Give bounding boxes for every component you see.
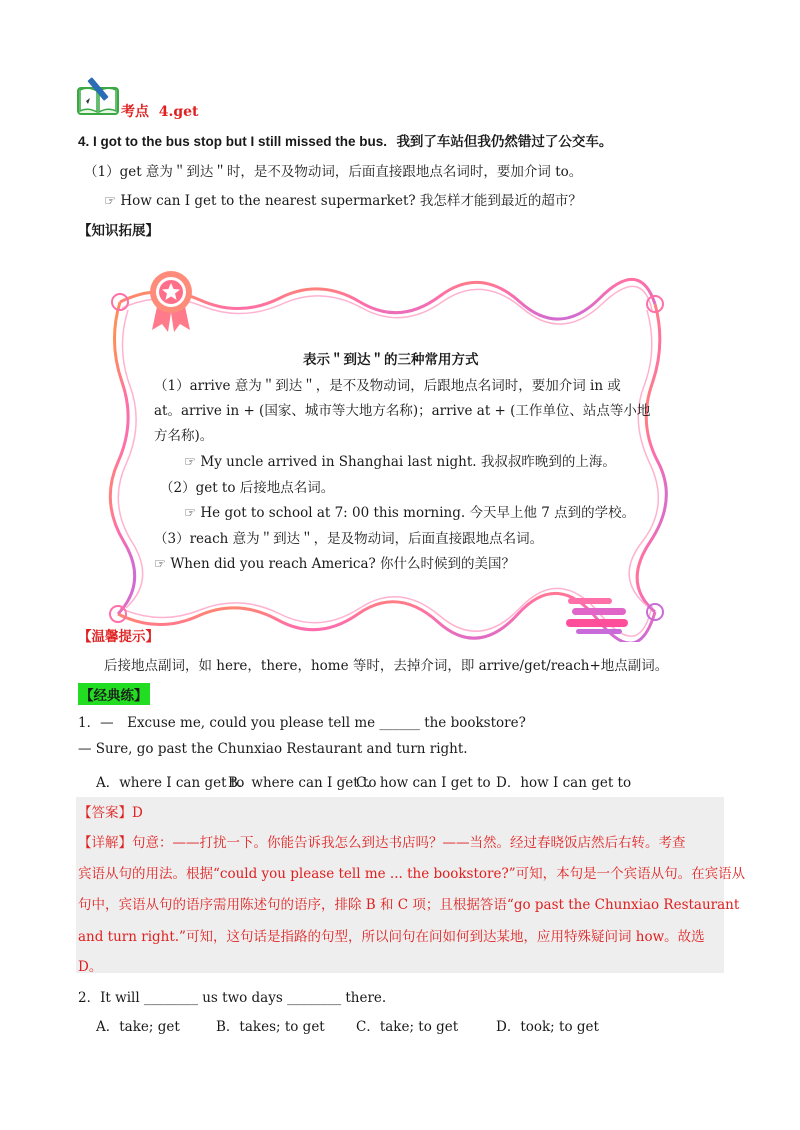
warm-tip-text: 后接地点副词，如 here，there，home 等时，去掉介词，即 arrive/get/reach+地点副词。 xyxy=(104,658,669,674)
key-sentence-zh: 我到了车站但我仍然错过了公交车。 xyxy=(396,134,613,150)
frame-line: （1）arrive 意为＂到达＂，是不及物动词，后跟地点名词时，要加介词 in 或 xyxy=(154,378,621,394)
option-a: A．where I can get to xyxy=(96,775,245,791)
option-d: D．took; to get xyxy=(496,1019,599,1035)
answer-detail-line: and turn right.”可知，这句话是指路的句型，所以问句在问如何到达某地，应用特殊疑问词 how。故选 xyxy=(78,929,705,945)
answer-detail-line: D。 xyxy=(78,959,103,975)
option-d: D．how I can get to xyxy=(496,775,632,791)
question-2-stem: 2．It will ________ us two days ________ there. xyxy=(78,990,387,1006)
stacked-bars-icon xyxy=(566,596,630,636)
answer-detail-line: 【详解】句意：——打扰一下。你能告诉我怎么到达书店吗？——当然。经过春晓饭店然后右转。考查 xyxy=(78,835,686,851)
answer-detail-line: 宾语从句的用法。根据“could you please tell me ... the bookstore?”可知，本句是一个宾语从句。在宾语从 xyxy=(78,866,746,882)
frame-example: ☞ He got to school at 7: 00 this morning. 今天早上他 7 点到的学校。 xyxy=(184,505,636,521)
frame-line: （2）get to 后接地点名词。 xyxy=(160,480,335,496)
topic-label: 考点 xyxy=(121,104,149,120)
option-b: B．where can I get to xyxy=(228,775,377,791)
warm-tip-label: 【温馨提示】 xyxy=(78,629,159,645)
frame-example: ☞ When did you reach America? 你什么时候到的美国？ xyxy=(154,556,516,572)
frame-line: 方名称)。 xyxy=(154,428,214,444)
example-sentence: ☞ How can I get to the nearest supermarket? 我怎样才能到最近的超市？ xyxy=(104,193,582,209)
option-c: C．take; to get xyxy=(356,1019,459,1035)
question-1-reply: — Sure, go past the Chunxiao Restaurant and turn right. xyxy=(78,741,468,757)
book-pencil-icon xyxy=(76,74,120,116)
frame-title: 表示＂到达＂的三种常用方式 xyxy=(303,352,479,368)
rule-text: （1）get 意为＂到达＂时，是不及物动词，后面直接跟地点名词时，要加介词 to。 xyxy=(84,164,583,180)
key-sentence xyxy=(78,130,612,150)
key-sentence-en: 4. I got to the bus stop but I still missed the bus. xyxy=(78,134,388,149)
topic-heading xyxy=(121,101,199,121)
question-1-stem: 1．— Excuse me, could you please tell me ______ the bookstore? xyxy=(78,715,526,731)
option-c: C．how can I get to xyxy=(356,775,491,791)
option-b: B．takes; to get xyxy=(216,1019,325,1035)
frame-line: （3）reach 意为＂到达＂，是及物动词，后面直接跟地点名词。 xyxy=(154,531,544,547)
topic-number: 4.get xyxy=(158,104,199,120)
answer-box xyxy=(76,797,724,973)
practice-label: 【经典练】 xyxy=(78,683,150,705)
knowledge-extension-label: 【知识拓展】 xyxy=(78,223,159,239)
frame-line: at。arrive in + (国家、城市等大地方名称)；arrive at + (工作单位、站点等小地 xyxy=(154,403,651,419)
option-a: A．take; get xyxy=(96,1019,180,1035)
answer-label: 【答案】D xyxy=(78,805,143,821)
answer-detail-line: 句中，宾语从句的语序需用陈述句的语序，排除 B 和 C 项；且根据答语“go past the Chunxiao Restaurant xyxy=(78,897,740,913)
frame-example: ☞ My uncle arrived in Shanghai last night. 我叔叔昨晚到的上海。 xyxy=(184,454,616,470)
star-rosette-icon xyxy=(148,268,194,332)
